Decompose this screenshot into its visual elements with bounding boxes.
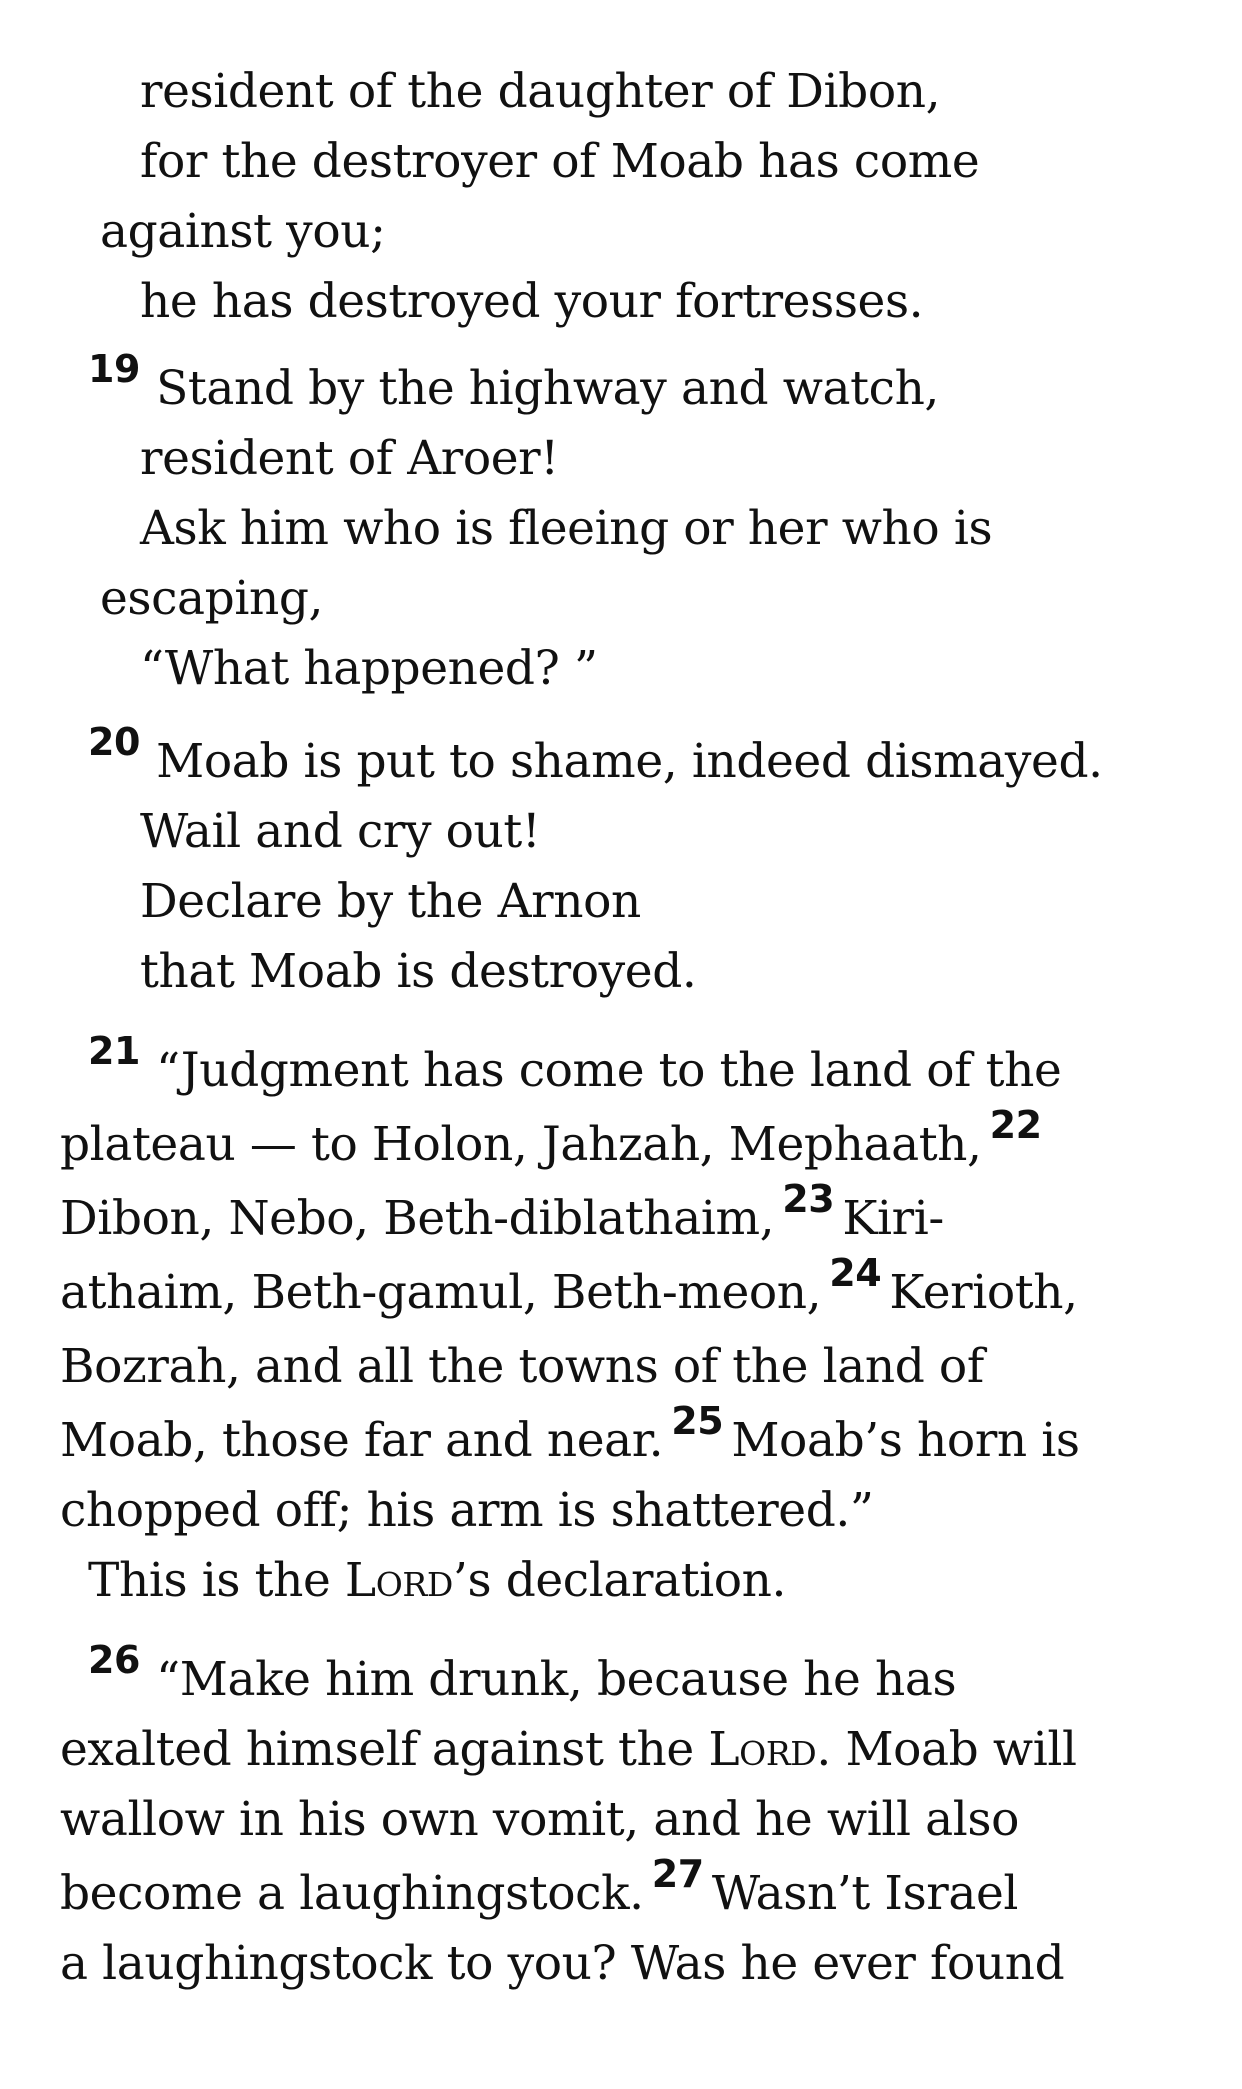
text-line: wallow in his own vomit, and he will also	[60, 1792, 1020, 1847]
verse-number: 26	[88, 1638, 141, 1682]
verse-number: 22	[989, 1103, 1042, 1147]
text-line: become a laughingstock. $^{27}$ Wasn’t Israel	[60, 1852, 1019, 1921]
text-line: that Moab is destroyed.	[140, 944, 697, 999]
verse-21: $^{21}$ “Judgment has come to the land of the	[88, 1029, 1062, 1098]
text-line: exalted himself against the Lord. Moab will	[60, 1722, 1077, 1777]
text-line: plateau — to Holon, Jahzah, Mephaath, $^{22}$	[60, 1103, 1042, 1172]
text-line: against you;	[100, 204, 386, 259]
text-line: athaim, Beth-gamul, Beth-meon, $^{24}$ Kerioth,	[60, 1251, 1078, 1320]
text-line: Bozrah, and all the towns of the land of	[60, 1339, 984, 1394]
verse-26: $^{26}$ “Make him drunk, because he has	[88, 1638, 957, 1707]
text-line: Wail and cry out!	[140, 804, 541, 859]
verse-number: 23	[782, 1177, 835, 1221]
text-line: This is the Lord’s declaration.	[88, 1553, 787, 1608]
verse-number: 24	[829, 1251, 882, 1295]
text-line: resident of the daughter of Dibon,	[140, 64, 941, 119]
text-line: Moab, those far and near. $^{25}$ Moab’s horn is	[60, 1399, 1080, 1468]
verse-number: 27	[651, 1852, 704, 1896]
verse-number: 25	[671, 1399, 724, 1443]
text-line: escaping,	[100, 571, 324, 626]
verse-number: 19	[88, 347, 141, 391]
text-line: for the destroyer of Moab has come	[140, 134, 980, 189]
divine-name: Lord	[708, 1722, 817, 1777]
text-line: Ask him who is fleeing or her who is	[140, 501, 993, 556]
verse-number: 20	[88, 720, 141, 764]
text-line: chopped off; his arm is shattered.”	[60, 1483, 874, 1538]
text-line: a laughingstock to you? Was he ever found	[60, 1936, 1065, 1991]
verse-20: $^{20}$ Moab is put to shame, indeed dismayed.	[88, 720, 1103, 789]
verse-number: 21	[88, 1029, 141, 1073]
text-line: he has destroyed your fortresses.	[140, 274, 924, 329]
text-line: Declare by the Arnon	[140, 874, 641, 929]
text-line: resident of Aroer!	[140, 431, 559, 486]
divine-name: Lord	[344, 1553, 453, 1608]
text-line: “What happened? ”	[140, 641, 598, 696]
text-line: Dibon, Nebo, Beth-diblathaim, $^{23}$ Kiri-	[60, 1177, 944, 1246]
verse-19: $^{19}$ Stand by the highway and watch,	[88, 347, 939, 416]
